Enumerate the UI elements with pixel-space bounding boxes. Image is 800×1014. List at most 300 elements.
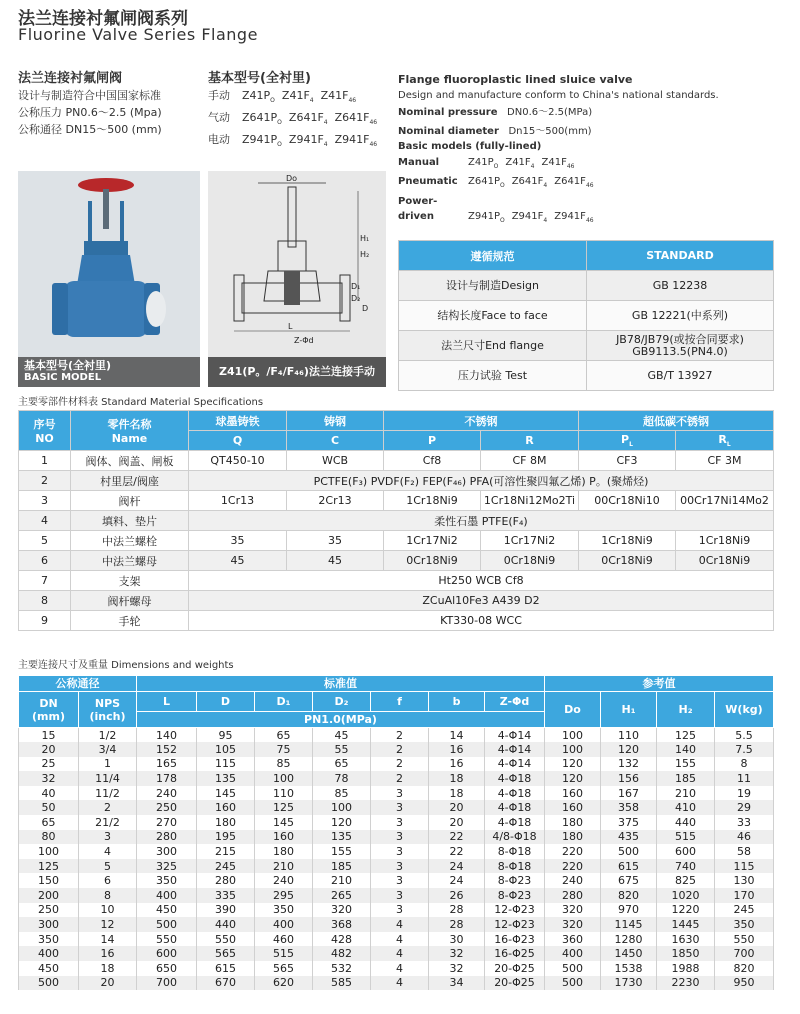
dimension-cell: 7.5: [715, 742, 774, 757]
material-spec: 0Cr18Ni9: [481, 551, 579, 571]
dimension-cell: 200: [19, 888, 79, 903]
dimension-cell: 85: [313, 786, 371, 801]
col-no: 序号 NO: [19, 411, 71, 451]
dimension-cell: 180: [197, 815, 255, 830]
dimension-cell: 400: [545, 946, 601, 961]
standard-row: [399, 301, 774, 331]
page-title-cn: 法兰连接衬氟闸阀系列: [18, 9, 188, 29]
en-pressure: Nominal pressure DN0.6～2.5(MPa): [398, 107, 593, 118]
dimension-row: [19, 946, 774, 961]
dimension-cell: 11/2: [79, 786, 137, 801]
material-no: 4: [19, 511, 71, 531]
dimension-cell: 180: [255, 844, 313, 859]
material-no: 2: [19, 471, 71, 491]
col-h1: H₁: [601, 692, 657, 728]
material-part-name: 中法兰螺栓: [71, 531, 189, 551]
dimension-cell: 820: [715, 961, 774, 976]
dimension-cell: 320: [313, 903, 371, 918]
dimension-cell: 1988: [657, 961, 715, 976]
dimension-cell: 125: [255, 800, 313, 815]
dimension-cell: 26: [429, 888, 485, 903]
dimension-cell: 2: [371, 771, 429, 786]
dimension-cell: 675: [601, 873, 657, 888]
dimension-row: [19, 917, 774, 932]
dimension-cell: 440: [197, 917, 255, 932]
col-zd: Z-Φd: [485, 692, 545, 712]
dimension-cell: 120: [545, 771, 601, 786]
model-row: 手动 $Z41P_O$ $Z41F_4$ $Z41F_{46}$: [208, 89, 357, 105]
material-no: 7: [19, 571, 71, 591]
dimension-cell: 4-Φ18: [485, 815, 545, 830]
dimension-cell: 95: [197, 728, 255, 743]
dimension-cell: 4: [371, 917, 429, 932]
dimension-cell: 2: [371, 742, 429, 757]
dimension-cell: 500: [19, 976, 79, 991]
material-row: [19, 591, 774, 611]
material-spec: Cf8: [384, 451, 481, 471]
material-part-name: 中法兰螺母: [71, 551, 189, 571]
material-spec: 35: [189, 531, 287, 551]
dimension-cell: 585: [313, 976, 371, 991]
model-row: Manual $Z41P_O$ $Z41F_4$ $Z41F_{46}$: [398, 156, 575, 170]
dimension-cell: 950: [715, 976, 774, 991]
material-spec: Ht250 WCB Cf8: [189, 571, 774, 591]
dimension-cell: 3: [371, 800, 429, 815]
dimension-cell: 135: [313, 830, 371, 845]
dimension-cell: 145: [197, 786, 255, 801]
material-spec: 0Cr18Ni9: [579, 551, 676, 571]
material-spec: 1Cr17Ni2: [384, 531, 481, 551]
dimension-cell: 4-Φ18: [485, 800, 545, 815]
dimension-cell: 2230: [657, 976, 715, 991]
intro-block: [18, 70, 162, 138]
dimension-cell: 156: [601, 771, 657, 786]
group-low-carbon: 超低碳不锈钢: [579, 411, 774, 431]
dimension-cell: 18: [79, 961, 137, 976]
dimension-cell: 16: [429, 742, 485, 757]
dimension-cell: 24: [429, 873, 485, 888]
material-spec: 0Cr18Ni9: [676, 551, 774, 571]
dimension-cell: 280: [137, 830, 197, 845]
standard-key: 结构长度Face to face: [399, 301, 587, 331]
page-title-en: Fluorine Valve Series Flange: [18, 25, 258, 44]
standard-value: GB 12221(中系列): [587, 301, 774, 331]
dimension-cell: 110: [255, 786, 313, 801]
dimension-cell: 75: [255, 742, 313, 757]
material-spec: CF3: [579, 451, 676, 471]
material-no: 8: [19, 591, 71, 611]
group-cast-steel: 铸钢: [287, 411, 384, 431]
material-spec: PCTFE(F₃) PVDF(F₂) FEP(F₄₆) PFA(可溶性聚四氟乙烯) P。(聚烯烃): [189, 471, 774, 491]
material-row: [19, 611, 774, 631]
dimension-cell: 178: [137, 771, 197, 786]
dimension-cell: 390: [197, 903, 255, 918]
dimension-cell: 16-Φ23: [485, 932, 545, 947]
standard-key: 设计与制造Design: [399, 271, 587, 301]
dimension-cell: 120: [313, 815, 371, 830]
dimension-cell: 295: [255, 888, 313, 903]
label-zd: Z-Φd: [294, 336, 314, 345]
dimension-cell: 3: [371, 844, 429, 859]
dimension-cell: 970: [601, 903, 657, 918]
col-d: D: [197, 692, 255, 712]
material-no: 5: [19, 531, 71, 551]
models-heading: 基本型号(全衬里): [208, 71, 311, 86]
dimension-cell: 2: [371, 757, 429, 772]
dimension-cell: 320: [545, 903, 601, 918]
dimension-cell: 515: [657, 830, 715, 845]
dimension-cell: 16: [79, 946, 137, 961]
dimension-cell: 160: [545, 800, 601, 815]
dimension-cell: 12-Φ23: [485, 903, 545, 918]
dimension-cell: 100: [545, 728, 601, 743]
dimension-cell: 145: [255, 815, 313, 830]
dimension-cell: 115: [715, 859, 774, 874]
material-row: [19, 511, 774, 531]
dimension-cell: 220: [545, 859, 601, 874]
dimension-cell: 155: [313, 844, 371, 859]
dimension-cell: 4: [79, 844, 137, 859]
dimension-cell: 740: [657, 859, 715, 874]
dimension-cell: 650: [137, 961, 197, 976]
dimension-cell: 250: [19, 903, 79, 918]
dimension-cell: 2: [79, 800, 137, 815]
material-no: 9: [19, 611, 71, 631]
head-standard: 标准值: [137, 676, 545, 692]
dimension-cell: 80: [19, 830, 79, 845]
dimension-cell: 125: [19, 859, 79, 874]
material-row: [19, 471, 774, 491]
valve-photo: [18, 171, 200, 387]
dimension-cell: 33: [715, 815, 774, 830]
dimension-cell: 115: [197, 757, 255, 772]
dimension-cell: 45: [313, 728, 371, 743]
dimension-cell: 350: [715, 917, 774, 932]
col-dn: DN (mm): [19, 692, 79, 728]
dimension-cell: 375: [601, 815, 657, 830]
en-basic: Basic models (fully-lined): [398, 141, 542, 152]
dimension-cell: 250: [137, 800, 197, 815]
standard-head-en: STANDARD: [587, 241, 774, 271]
dimension-row: [19, 976, 774, 991]
dimension-cell: 4-Φ14: [485, 757, 545, 772]
group-stainless: 不锈钢: [384, 411, 579, 431]
dimension-cell: 100: [19, 844, 79, 859]
photo-caption: 基本型号(全衬里) BASIC MODEL: [18, 357, 200, 387]
models-list: [208, 87, 384, 154]
dimension-cell: 5.5: [715, 728, 774, 743]
dimension-cell: 1450: [601, 946, 657, 961]
dimension-cell: 8-Φ18: [485, 844, 545, 859]
dimension-cell: 245: [715, 903, 774, 918]
dimension-cell: 1: [79, 757, 137, 772]
dimension-cell: 100: [545, 742, 601, 757]
material-spec: 柔性石墨 PTFE(F₄): [189, 511, 774, 531]
dimension-cell: 20: [79, 976, 137, 991]
material-no: 3: [19, 491, 71, 511]
dimension-cell: 185: [657, 771, 715, 786]
dimension-cell: 155: [657, 757, 715, 772]
dimension-cell: 4: [371, 946, 429, 961]
dimension-cell: 400: [137, 888, 197, 903]
material-spec: WCB: [287, 451, 384, 471]
dimension-cell: 3/4: [79, 742, 137, 757]
material-spec: ZCuAl10Fe3 A439 D2: [189, 591, 774, 611]
dimension-cell: 265: [313, 888, 371, 903]
dimension-row: [19, 757, 774, 772]
dimension-row: [19, 728, 774, 743]
col-weight: W(kg): [715, 692, 774, 728]
dimension-cell: 1020: [657, 888, 715, 903]
col-name: 零件名称 Name: [71, 411, 189, 451]
standard-value: GB/T 13927: [587, 361, 774, 391]
dimension-cell: 3: [371, 830, 429, 845]
dimension-cell: 125: [657, 728, 715, 743]
intro-line: 设计与制造符合中国国家标准: [18, 89, 161, 102]
col-r: R: [481, 431, 579, 451]
dimension-cell: 4-Φ14: [485, 728, 545, 743]
dimension-cell: 825: [657, 873, 715, 888]
dimension-cell: 240: [255, 873, 313, 888]
standard-row: [399, 361, 774, 391]
dimension-cell: 24: [429, 859, 485, 874]
col-pl: $P_L$: [579, 431, 676, 451]
dimension-cell: 46: [715, 830, 774, 845]
valve-drawing: [208, 171, 386, 402]
dimension-cell: 15: [19, 728, 79, 743]
en-diameter: Nominal diameter Dn15～500(mm): [398, 125, 592, 137]
col-rl: $R_L$: [676, 431, 774, 451]
dimension-cell: 65: [19, 815, 79, 830]
dimension-cell: 215: [197, 844, 255, 859]
dimension-cell: 132: [601, 757, 657, 772]
dimension-cell: 140: [657, 742, 715, 757]
dimension-cell: 40: [19, 786, 79, 801]
dimension-row: [19, 786, 774, 801]
dimension-cell: 600: [657, 844, 715, 859]
dimension-cell: 3: [79, 830, 137, 845]
dimension-cell: 400: [19, 946, 79, 961]
dimension-cell: 180: [545, 815, 601, 830]
materials-section-title: 主要零部件材料表 Standard Material Specifications: [18, 397, 264, 408]
model-row: 电动 $Z941P_O$ $Z941F_4$ $Z941F_{46}$: [208, 133, 378, 149]
gate-valve-icon: [18, 171, 200, 387]
dimension-cell: 300: [19, 917, 79, 932]
dimension-cell: 78: [313, 771, 371, 786]
col-d1: D₁: [255, 692, 313, 712]
dimension-cell: 4: [371, 961, 429, 976]
dimension-cell: 410: [657, 800, 715, 815]
dimension-cell: 32: [19, 771, 79, 786]
dimension-cell: 21/2: [79, 815, 137, 830]
dimension-cell: 29: [715, 800, 774, 815]
dimension-cell: 350: [137, 873, 197, 888]
material-spec: 1Cr18Ni9: [676, 531, 774, 551]
label-d1: D₁: [351, 282, 361, 291]
dimension-cell: 3: [371, 859, 429, 874]
dimension-row: [19, 961, 774, 976]
label-d2: D₂: [351, 294, 361, 303]
label-do: Do: [286, 174, 298, 183]
col-b: b: [429, 692, 485, 712]
dimension-cell: 20-Φ25: [485, 976, 545, 991]
dimension-cell: 170: [715, 888, 774, 903]
dimension-cell: 140: [137, 728, 197, 743]
dimension-cell: 55: [313, 742, 371, 757]
dimension-cell: 4: [371, 932, 429, 947]
dimension-cell: 160: [545, 786, 601, 801]
dimension-cell: 19: [715, 786, 774, 801]
pressure-class: PN1.0(MPa): [137, 712, 545, 728]
material-spec: 00Cr18Ni10: [579, 491, 676, 511]
dimension-row: [19, 873, 774, 888]
material-spec: 1Cr18Ni9: [384, 491, 481, 511]
dimension-cell: 620: [255, 976, 313, 991]
dimension-cell: 165: [137, 757, 197, 772]
intro-line: 公称压力 PN0.6～2.5 (Mpa): [18, 106, 162, 119]
dimension-cell: 240: [545, 873, 601, 888]
material-row: [19, 571, 774, 591]
dimension-cell: 210: [255, 859, 313, 874]
dimension-cell: 65: [255, 728, 313, 743]
material-no: 6: [19, 551, 71, 571]
dimension-cell: 3: [371, 873, 429, 888]
material-spec: CF 3M: [676, 451, 774, 471]
col-d2: D₂: [313, 692, 371, 712]
dimension-cell: 820: [601, 888, 657, 903]
dimension-cell: 320: [545, 917, 601, 932]
dimension-cell: 14: [79, 932, 137, 947]
standard-value: JB78/JB79(或按合同要求) GB9113.5(PN4.0): [587, 331, 774, 361]
dimension-cell: 160: [197, 800, 255, 815]
dimension-cell: 270: [137, 815, 197, 830]
dimension-cell: 368: [313, 917, 371, 932]
dimension-row: [19, 859, 774, 874]
dimension-cell: 350: [19, 932, 79, 947]
standard-row: [399, 271, 774, 301]
dimension-cell: 100: [313, 800, 371, 815]
dimension-cell: 11/4: [79, 771, 137, 786]
material-spec: 35: [287, 531, 384, 551]
dimension-cell: 85: [255, 757, 313, 772]
en-heading: Flange fluoroplastic lined sluice valve: [398, 73, 633, 86]
dimension-cell: 3: [371, 903, 429, 918]
dimension-row: [19, 800, 774, 815]
dimension-cell: 210: [657, 786, 715, 801]
dimension-cell: 1538: [601, 961, 657, 976]
dimension-cell: 358: [601, 800, 657, 815]
label-h1: H₁: [360, 234, 370, 243]
dimension-cell: 12: [79, 917, 137, 932]
dimension-cell: 4-Φ18: [485, 771, 545, 786]
dimension-cell: 5: [79, 859, 137, 874]
dimension-cell: 16: [429, 757, 485, 772]
dimension-cell: 500: [601, 844, 657, 859]
dimension-cell: 350: [255, 903, 313, 918]
dimension-cell: 30: [429, 932, 485, 947]
dimension-cell: 14: [429, 728, 485, 743]
standard-key: 法兰尺寸End flange: [399, 331, 587, 361]
dimension-cell: 500: [545, 961, 601, 976]
valve-diagram-icon: [208, 171, 386, 387]
models-block-cn: [208, 70, 384, 154]
dimension-row: [19, 830, 774, 845]
materials-table: [18, 410, 774, 631]
dimension-cell: 32: [429, 946, 485, 961]
material-spec: KT330-08 WCC: [189, 611, 774, 631]
material-spec: 1Cr13: [189, 491, 287, 511]
dimension-cell: 152: [137, 742, 197, 757]
material-row: [19, 491, 774, 511]
dimension-cell: 195: [197, 830, 255, 845]
dimension-cell: 1850: [657, 946, 715, 961]
standard-row: [399, 331, 774, 361]
label-l: L: [288, 322, 293, 331]
dimension-cell: 10: [79, 903, 137, 918]
dimension-cell: 8: [715, 757, 774, 772]
dimensions-section-title: 主要连接尺寸及重量 Dimensions and weights: [18, 660, 234, 671]
dimension-cell: 450: [19, 961, 79, 976]
en-models-list: [398, 155, 719, 229]
dimension-cell: 1220: [657, 903, 715, 918]
dimension-cell: 8-Φ23: [485, 888, 545, 903]
dimensions-table: [18, 675, 774, 990]
material-part-name: 阀杆: [71, 491, 189, 511]
col-l: L: [137, 692, 197, 712]
dimension-cell: 550: [197, 932, 255, 947]
dimension-cell: 360: [545, 932, 601, 947]
dimension-cell: 435: [601, 830, 657, 845]
dimension-cell: 400: [255, 917, 313, 932]
material-no: 1: [19, 451, 71, 471]
standard-head-cn: 遵循规范: [399, 241, 587, 271]
dimension-cell: 565: [255, 961, 313, 976]
dimension-cell: 8-Φ18: [485, 859, 545, 874]
dimension-cell: 440: [657, 815, 715, 830]
material-part-name: 村里层/阀座: [71, 471, 189, 491]
material-row: [19, 551, 774, 571]
dimension-cell: 1280: [601, 932, 657, 947]
dimension-cell: 22: [429, 844, 485, 859]
col-nps: NPS (inch): [79, 692, 137, 728]
dimension-cell: 500: [545, 976, 601, 991]
dimension-cell: 4: [371, 976, 429, 991]
dimension-cell: 16-Φ25: [485, 946, 545, 961]
dimension-cell: 11: [715, 771, 774, 786]
col-p: P: [384, 431, 481, 451]
dimension-cell: 515: [255, 946, 313, 961]
dimension-cell: 220: [545, 844, 601, 859]
dimension-cell: 135: [197, 771, 255, 786]
dimension-cell: 280: [545, 888, 601, 903]
material-spec: QT450-10: [189, 451, 287, 471]
dimension-cell: 280: [197, 873, 255, 888]
dimension-cell: 20: [19, 742, 79, 757]
model-row: Pneumatic $Z641P_O$ $Z641F_4$ $Z641F_{46}$: [398, 176, 594, 189]
dimension-cell: 460: [255, 932, 313, 947]
material-part-name: 阀体、阀盖、闸板: [71, 451, 189, 471]
label-d: D: [362, 304, 369, 313]
dimension-cell: 1/2: [79, 728, 137, 743]
dimension-row: [19, 844, 774, 859]
standard-table: [398, 240, 774, 391]
dimension-cell: 532: [313, 961, 371, 976]
dimension-cell: 160: [255, 830, 313, 845]
dimension-cell: 130: [715, 873, 774, 888]
dimension-cell: 28: [429, 903, 485, 918]
dimension-cell: 325: [137, 859, 197, 874]
material-spec: 00Cr17Ni14Mo2: [676, 491, 774, 511]
